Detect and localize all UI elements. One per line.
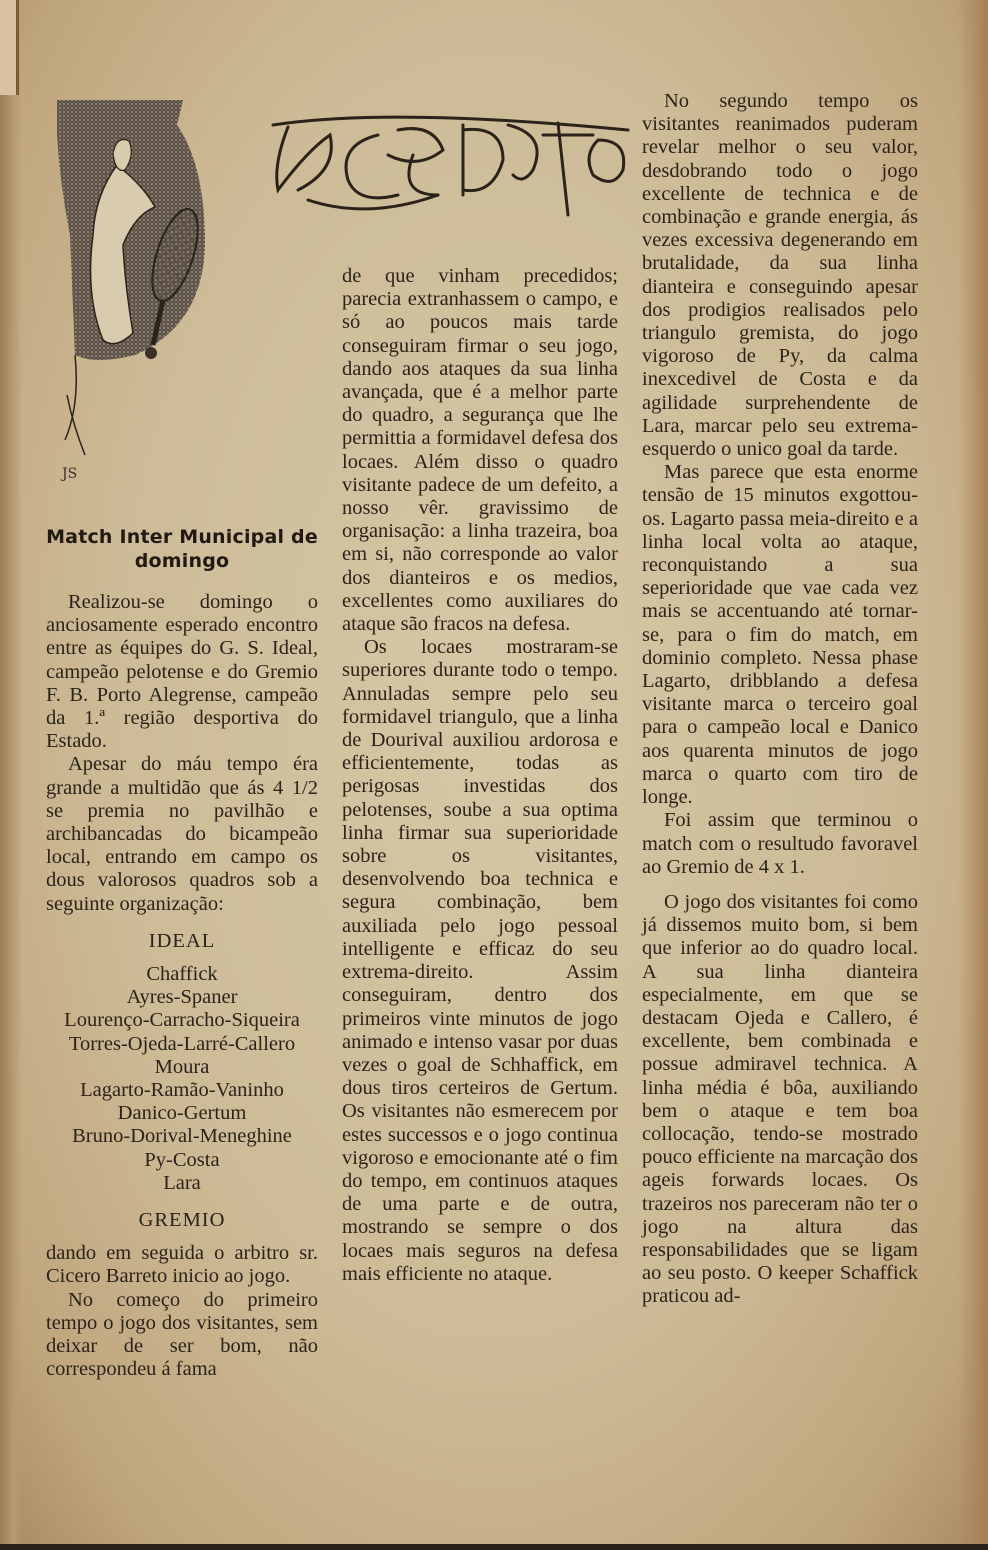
lineup-line: Bruno-Dorival-Meneghine <box>72 1125 292 1148</box>
page-edge-right <box>958 0 988 1550</box>
paragraph: Os locaes mostraram-se superiores durante todo o tempo. Annuladas sempre pelo seu formidavel triangulo, que a linha de Dourival auxiliou ardorosa e efficientemente, todas as perigosas investidas dos pelotenses, soube a sua optima linha firmar sua superioridade sobre os visitantes, desenvolvendo boa technica e segura combinação, bem auxiliada pelo jogo pessoal intelligente e efficaz do seu extrema-direito. Assim conseguiram, dentro dos primeiros vinte minutos de jogo animado e intenso vasar por duas vezes o goal de Schhaffick, em dous tiros certeiros de Gertum. Os visitantes não esmerecem por estes successos e o jogo continua vigoroso e emocionante até o fim do tempo, em continuos ataques de uma parte e de outra, mostrando se sempre o dos locaes mais seguros na defesa mais efficiente no ataque. <box>342 636 618 1285</box>
paragraph: No segundo tempo os visitantes reanimados puderam revelar melhor o seu valor, desdobrando todo o jogo excellente de technica e de combinação e grande energia, ás vezes excessiva degenerando em brutalidade, da sua linha dianteira e conseguindo apesar dos prodigios realisados pelo triangulo gremista, do jogo vigoroso de Py, da calma inexcedivel de Costa e da agilidade surprehendente de Lara, marcar pelo seu extrema-esquerdo o unico goal da tarde. <box>642 90 918 461</box>
paragraph: Foi assim que terminou o match com o resultudo favoravel ao Gremio de 4 x 1. <box>642 809 918 878</box>
column-3 <box>642 90 918 1309</box>
paragraph: dando em seguida o arbitro sr. Cicero Barreto inicio ao jogo. <box>46 1242 318 1288</box>
paragraph: No começo do primeiro tempo o jogo dos visitantes, sem deixar de ser bom, não correspondeu á fama <box>46 1288 318 1381</box>
decorative-stem <box>65 355 85 455</box>
lineup-line: Danico-Gertum <box>117 1102 247 1125</box>
torn-paper-corner <box>0 0 19 95</box>
lineup-line: Torres-Ojeda-Larré-Callero <box>68 1032 296 1055</box>
lineup-line: Lagarto-Ramão-Vaninho <box>80 1079 284 1102</box>
team-name-gremio: GREMIO <box>138 1209 226 1232</box>
lineup-line: Lourenço-Carracho-Siqueira <box>64 1009 300 1032</box>
masthead-text: DESPORTO <box>268 95 274 96</box>
lineup-line: Ayres-Spaner <box>126 986 238 1009</box>
paragraph: Realizou-se domingo o anciosamente esperado encontro entre as équipes do G. S. Ideal, campeão pelotense e do Gremio F. B. Porto Alegrense, campeão da 1.ª região desportiva do Estado. <box>46 591 318 753</box>
column-1 <box>46 525 318 1382</box>
paragraph: O jogo dos visitantes foi como já dissemos muito bom, si bem que inferior ao do quadro local. A sua linha dianteira especialmente, em que se destacam Ojeda e Callero, é excellente, bem combinada e possue admiravel technica. A linha média é bôa, auxiliando bem o ataque e tem boa collocação, tendo-se mostrado pouco efficiente na marcação dos ageis forwards locaes. Os trazeiros nos pareceram não ter o jogo na altura das responsabilidades que se ligam ao seu posto. O keeper Schaffick praticou ad- <box>642 890 918 1308</box>
column-2 <box>342 265 618 1286</box>
paragraph: Mas parece que esta enorme tensão de 15 minutos exgottou-os. Lagarto passa meia-direito e a linha local volta ao ataque, reconquistando a sua seperioridade que vae cada vez mais se accentuando até tornar-se, para o fim do match, em dominio completo. Nessa phase Lagarto, dribblando a defesa visitante marca o terceiro goal para o campeão local e Danico aos quarenta minutos de jogo marca o quarto com tiro de longe. <box>642 461 918 809</box>
artist-signature: JS <box>62 466 78 482</box>
article-headline: Match Inter Municipal de domingo <box>46 526 318 572</box>
lineup-line: Py-Costa <box>144 1148 220 1171</box>
tennis-player-illustration <box>55 95 215 495</box>
lineup-line: Moura <box>154 1055 210 1078</box>
lineup-line: Chaffick <box>146 963 218 986</box>
masthead-desporto <box>268 95 638 225</box>
paragraph: Apesar do máu tempo éra grande a multidão que ás 4 1/2 se premia no pavilhão e archibancadas do bicampeão local, entrando em campo os dous valorosos quadros sob a seguinte organização: <box>46 753 318 915</box>
team-name-ideal: IDEAL <box>148 929 216 952</box>
page-edge-bottom <box>0 1544 988 1550</box>
lineup-line: Lara <box>163 1171 201 1194</box>
lineup-list <box>46 963 318 1195</box>
page-edge-left <box>0 0 22 1550</box>
paragraph: de que vinham precedidos; parecia extranhassem o campo, e só ao poucos mais tarde conseguiram firmar o seu jogo, dando aos ataques da sua linha avançada, que é a melhor parte do quadro, a segurança que lhe permittia a formidavel defesa dos locaes. Além disso o quadro visitante padece de um defeito, a nosso vêr. gravissimo de organisação: a linha trazeira, boa em si, não corresponde ao valor dos dianteiros e os medios, excellentes como auxiliares do ataque são fracos na defesa. <box>342 265 618 636</box>
